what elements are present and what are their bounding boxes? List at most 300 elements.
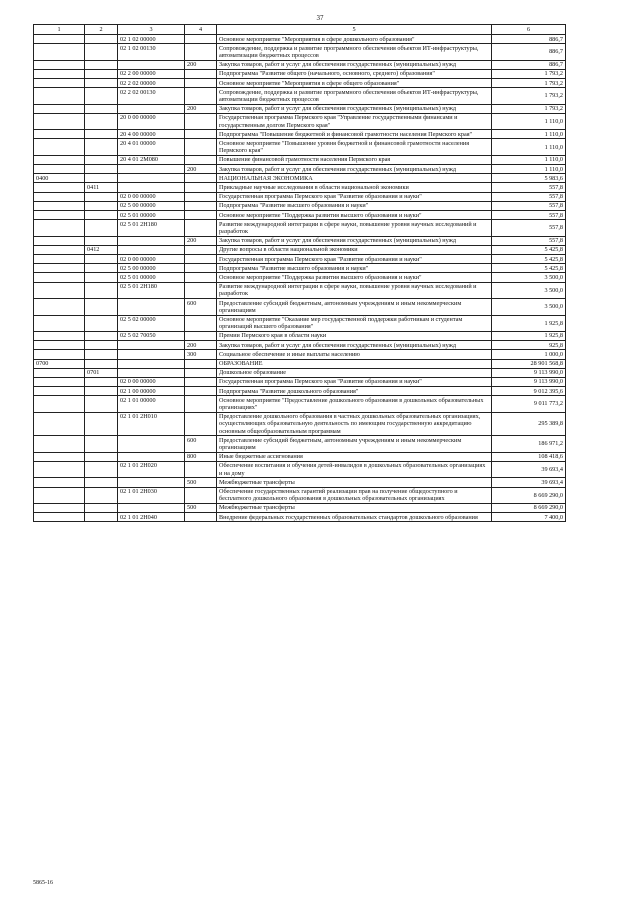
section-code-cell xyxy=(34,183,85,192)
amount-cell: 1 110,0 xyxy=(492,165,566,174)
item-name-cell: Закупка товаров, работ и услуг для обеспечения государственных (муниципальных) нужд xyxy=(217,341,492,350)
amount-cell: 557,8 xyxy=(492,220,566,236)
amount-cell: 1 793,2 xyxy=(492,69,566,78)
table-body xyxy=(34,35,566,522)
table-row xyxy=(34,236,566,245)
table-row xyxy=(34,183,566,192)
item-name-cell: Государственная программа Пермского края "Развитие образования и науки" xyxy=(217,192,492,201)
section-code-cell xyxy=(34,60,85,69)
subsection-code-cell: 0412 xyxy=(85,245,118,254)
expense-type-cell xyxy=(185,201,217,210)
expense-type-cell xyxy=(185,220,217,236)
amount-cell: 1 000,0 xyxy=(492,350,566,359)
section-code-cell: 0400 xyxy=(34,174,85,183)
expense-type-cell xyxy=(185,183,217,192)
expense-type-cell xyxy=(185,155,217,164)
expense-type-cell xyxy=(185,69,217,78)
item-name-cell: НАЦИОНАЛЬНАЯ ЭКОНОМИКА xyxy=(217,174,492,183)
expense-type-cell xyxy=(185,174,217,183)
section-code-cell xyxy=(34,461,85,477)
expense-type-cell: 500 xyxy=(185,478,217,487)
subsection-code-cell xyxy=(85,503,118,512)
subsection-code-cell: 0701 xyxy=(85,368,118,377)
expense-type-cell xyxy=(185,461,217,477)
target-article-cell xyxy=(118,183,185,192)
amount-cell: 3 500,0 xyxy=(492,282,566,298)
subsection-code-cell xyxy=(85,452,118,461)
target-article-cell xyxy=(118,104,185,113)
section-code-cell xyxy=(34,211,85,220)
expense-type-cell xyxy=(185,359,217,368)
expense-type-cell: 200 xyxy=(185,341,217,350)
amount-cell: 886,7 xyxy=(492,35,566,44)
table-row xyxy=(34,104,566,113)
expense-type-cell xyxy=(185,130,217,139)
item-name-cell: Обеспечение государственных гарантий реализации прав на получение общедоступного и бесплатного дошкольного образования в дошкольных образовательных организациях xyxy=(217,487,492,503)
amount-cell: 5 983,6 xyxy=(492,174,566,183)
subsection-code-cell xyxy=(85,461,118,477)
target-article-cell xyxy=(118,350,185,359)
section-code-cell xyxy=(34,396,85,412)
target-article-cell: 02 0 00 00000 xyxy=(118,377,185,386)
item-name-cell: Подпрограмма "Развитие высшего образования и науки" xyxy=(217,264,492,273)
item-name-cell: Подпрограмма "Развитие дошкольного образования" xyxy=(217,387,492,396)
table-row xyxy=(34,113,566,129)
table-row xyxy=(34,412,566,436)
target-article-cell: 02 1 02 00130 xyxy=(118,44,185,60)
section-code-cell xyxy=(34,236,85,245)
expense-type-cell xyxy=(185,79,217,88)
expense-type-cell xyxy=(185,113,217,129)
item-name-cell: Подпрограмма "Повышение бюджетной и финансовой грамотности населения Пермского края" xyxy=(217,130,492,139)
subsection-code-cell xyxy=(85,44,118,60)
target-article-cell xyxy=(118,368,185,377)
amount-cell: 1 110,0 xyxy=(492,130,566,139)
expense-type-cell xyxy=(185,35,217,44)
subsection-code-cell xyxy=(85,79,118,88)
target-article-cell: 02 5 01 2Н180 xyxy=(118,282,185,298)
target-article-cell xyxy=(118,436,185,452)
target-article-cell: 02 0 00 00000 xyxy=(118,255,185,264)
subsection-code-cell xyxy=(85,60,118,69)
section-code-cell xyxy=(34,452,85,461)
table-row xyxy=(34,478,566,487)
amount-cell: 925,8 xyxy=(492,341,566,350)
subsection-code-cell xyxy=(85,436,118,452)
table-row xyxy=(34,255,566,264)
expense-type-cell: 200 xyxy=(185,165,217,174)
target-article-cell: 02 0 00 00000 xyxy=(118,192,185,201)
target-article-cell: 20 4 00 00000 xyxy=(118,130,185,139)
expense-type-cell: 600 xyxy=(185,436,217,452)
amount-cell: 39 693,4 xyxy=(492,461,566,477)
table-row xyxy=(34,88,566,104)
target-article-cell: 02 5 00 00000 xyxy=(118,201,185,210)
amount-cell: 9 012 395,6 xyxy=(492,387,566,396)
item-name-cell: Обеспечение воспитания и обучения детей-инвалидов в дошкольных образовательных организациях и на дому xyxy=(217,461,492,477)
subsection-code-cell xyxy=(85,174,118,183)
expense-type-cell xyxy=(185,368,217,377)
item-name-cell: Основное мероприятие "Предоставление дошкольного образования в дошкольных образовательных организациях" xyxy=(217,396,492,412)
subsection-code-cell xyxy=(85,113,118,129)
amount-cell: 1 925,8 xyxy=(492,315,566,331)
header-row xyxy=(34,25,566,35)
expense-type-cell: 500 xyxy=(185,503,217,512)
table-row xyxy=(34,368,566,377)
section-code-cell xyxy=(34,79,85,88)
expense-type-cell xyxy=(185,255,217,264)
section-code-cell xyxy=(34,412,85,436)
expense-type-cell xyxy=(185,192,217,201)
target-article-cell xyxy=(118,165,185,174)
target-article-cell: 02 5 01 2Н180 xyxy=(118,220,185,236)
amount-cell: 39 693,4 xyxy=(492,478,566,487)
subsection-code-cell xyxy=(85,487,118,503)
amount-cell: 1 925,8 xyxy=(492,331,566,340)
expense-type-cell: 300 xyxy=(185,350,217,359)
item-name-cell: Сопровождение, поддержка и развитие программного обеспечения объектов ИТ-инфраструктуры, автоматизации бюджетных процессов xyxy=(217,88,492,104)
expense-type-cell xyxy=(185,396,217,412)
amount-cell: 8 669 290,0 xyxy=(492,487,566,503)
expense-type-cell xyxy=(185,245,217,254)
section-code-cell xyxy=(34,201,85,210)
item-name-cell: Предоставление субсидий бюджетным, автономным учреждениям и иным некоммерческим организациям xyxy=(217,436,492,452)
expense-type-cell xyxy=(185,211,217,220)
item-name-cell: Развитие международной интеграции в сфере науки, повышение уровня научных исследований и разработок xyxy=(217,282,492,298)
item-name-cell: Основное мероприятие "Повышение уровня бюджетной и финансовой грамотности населения Пермского края" xyxy=(217,139,492,155)
section-code-cell xyxy=(34,192,85,201)
amount-cell: 1 793,2 xyxy=(492,88,566,104)
subsection-code-cell xyxy=(85,412,118,436)
subsection-code-cell xyxy=(85,211,118,220)
target-article-cell xyxy=(118,174,185,183)
item-name-cell: Государственная программа Пермского края "Управление государственными финансами и государственным долгом Пермского края" xyxy=(217,113,492,129)
subsection-code-cell xyxy=(85,299,118,315)
item-name-cell: Предоставление дошкольного образования в частных дошкольных образовательных организациях, осуществляющих образовательную деятельность по имеющим государственную аккредитацию основным общеобразовательным программам xyxy=(217,412,492,436)
column-header: 5 xyxy=(217,25,492,35)
amount-cell: 108 418,6 xyxy=(492,452,566,461)
section-code-cell xyxy=(34,104,85,113)
subsection-code-cell xyxy=(85,220,118,236)
section-code-cell xyxy=(34,139,85,155)
target-article-cell: 02 1 01 2Н040 xyxy=(118,513,185,522)
target-article-cell: 02 2 02 00130 xyxy=(118,88,185,104)
target-article-cell: 02 1 00 00000 xyxy=(118,387,185,396)
amount-cell: 7 400,0 xyxy=(492,513,566,522)
amount-cell: 557,8 xyxy=(492,192,566,201)
expense-type-cell xyxy=(185,331,217,340)
target-article-cell xyxy=(118,359,185,368)
table-row xyxy=(34,220,566,236)
section-code-cell xyxy=(34,503,85,512)
subsection-code-cell xyxy=(85,35,118,44)
target-article-cell: 02 2 00 00000 xyxy=(118,69,185,78)
section-code-cell xyxy=(34,264,85,273)
table-row xyxy=(34,155,566,164)
amount-cell: 557,8 xyxy=(492,201,566,210)
amount-cell: 3 500,0 xyxy=(492,273,566,282)
item-name-cell: Предоставление субсидий бюджетным, автономным учреждениям и иным некоммерческим организациям xyxy=(217,299,492,315)
table-row xyxy=(34,396,566,412)
table-row xyxy=(34,315,566,331)
section-code-cell xyxy=(34,513,85,522)
table-row xyxy=(34,282,566,298)
subsection-code-cell: 0411 xyxy=(85,183,118,192)
page-number: 37 xyxy=(316,14,324,22)
table-row xyxy=(34,245,566,254)
item-name-cell: Развитие международной интеграции в сфере науки, повышение уровня научных исследований и разработок xyxy=(217,220,492,236)
item-name-cell: Закупка товаров, работ и услуг для обеспечения государственных (муниципальных) нужд xyxy=(217,104,492,113)
amount-cell: 8 669 290,0 xyxy=(492,503,566,512)
table-row xyxy=(34,503,566,512)
item-name-cell: Основное мероприятие "Поддержка развития высшего образования и науки" xyxy=(217,211,492,220)
table-row xyxy=(34,487,566,503)
table-row xyxy=(34,60,566,69)
amount-cell: 3 500,0 xyxy=(492,299,566,315)
section-code-cell xyxy=(34,245,85,254)
table-row xyxy=(34,299,566,315)
subsection-code-cell xyxy=(85,192,118,201)
column-header: 4 xyxy=(185,25,217,35)
amount-cell: 1 110,0 xyxy=(492,155,566,164)
section-code-cell xyxy=(34,69,85,78)
expense-type-cell xyxy=(185,487,217,503)
amount-cell: 295 389,8 xyxy=(492,412,566,436)
item-name-cell: Прикладные научные исследования в области национальной экономики xyxy=(217,183,492,192)
amount-cell: 1 793,2 xyxy=(492,104,566,113)
subsection-code-cell xyxy=(85,165,118,174)
table-row xyxy=(34,201,566,210)
section-code-cell xyxy=(34,273,85,282)
target-article-cell: 02 5 02 70050 xyxy=(118,331,185,340)
section-code-cell xyxy=(34,113,85,129)
column-header: 6 xyxy=(492,25,566,35)
target-article-cell: 02 5 01 00000 xyxy=(118,211,185,220)
table-row xyxy=(34,192,566,201)
target-article-cell xyxy=(118,236,185,245)
subsection-code-cell xyxy=(85,341,118,350)
amount-cell: 5 425,8 xyxy=(492,264,566,273)
item-name-cell: Подпрограмма "Развитие высшего образования и науки" xyxy=(217,201,492,210)
expense-type-cell xyxy=(185,387,217,396)
amount-cell: 9 011 773,2 xyxy=(492,396,566,412)
section-code-cell xyxy=(34,387,85,396)
section-code-cell xyxy=(34,368,85,377)
amount-cell: 1 110,0 xyxy=(492,113,566,129)
section-code-cell xyxy=(34,255,85,264)
table-row xyxy=(34,69,566,78)
expense-type-cell: 800 xyxy=(185,452,217,461)
section-code-cell xyxy=(34,44,85,60)
table-row xyxy=(34,436,566,452)
section-code-cell xyxy=(34,341,85,350)
expense-type-cell xyxy=(185,282,217,298)
subsection-code-cell xyxy=(85,130,118,139)
subsection-code-cell xyxy=(85,255,118,264)
section-code-cell: 0700 xyxy=(34,359,85,368)
amount-cell: 557,8 xyxy=(492,183,566,192)
table-row xyxy=(34,273,566,282)
expense-type-cell xyxy=(185,377,217,386)
section-code-cell xyxy=(34,436,85,452)
table-row xyxy=(34,387,566,396)
section-code-cell xyxy=(34,478,85,487)
subsection-code-cell xyxy=(85,273,118,282)
target-article-cell xyxy=(118,478,185,487)
expense-type-cell xyxy=(185,44,217,60)
expense-type-cell: 600 xyxy=(185,299,217,315)
section-code-cell xyxy=(34,155,85,164)
table-row xyxy=(34,35,566,44)
item-name-cell: Премии Пермского края в области науки xyxy=(217,331,492,340)
item-name-cell: Сопровождение, поддержка и развитие программного обеспечения объектов ИТ-инфраструктуры, автоматизации бюджетных процессов xyxy=(217,44,492,60)
table-row xyxy=(34,452,566,461)
target-article-cell: 20 4 01 2М080 xyxy=(118,155,185,164)
item-name-cell: Основное мероприятие "Оказание мер государственной поддержки работникам и студентам организаций высшего образования" xyxy=(217,315,492,331)
subsection-code-cell xyxy=(85,201,118,210)
column-header: 1 xyxy=(34,25,85,35)
item-name-cell: Социальное обеспечение и иные выплаты населению xyxy=(217,350,492,359)
target-article-cell xyxy=(118,341,185,350)
subsection-code-cell xyxy=(85,396,118,412)
target-article-cell: 02 1 02 00000 xyxy=(118,35,185,44)
target-article-cell: 02 1 01 2Н030 xyxy=(118,487,185,503)
amount-cell: 5 425,8 xyxy=(492,255,566,264)
subsection-code-cell xyxy=(85,264,118,273)
item-name-cell: Иные бюджетные ассигнования xyxy=(217,452,492,461)
amount-cell: 1 110,0 xyxy=(492,139,566,155)
section-code-cell xyxy=(34,88,85,104)
expense-type-cell: 200 xyxy=(185,236,217,245)
table-row xyxy=(34,350,566,359)
section-code-cell xyxy=(34,130,85,139)
amount-cell: 186 971,2 xyxy=(492,436,566,452)
amount-cell: 557,8 xyxy=(492,236,566,245)
subsection-code-cell xyxy=(85,88,118,104)
target-article-cell xyxy=(118,503,185,512)
section-code-cell xyxy=(34,487,85,503)
table-row xyxy=(34,174,566,183)
subsection-code-cell xyxy=(85,315,118,331)
target-article-cell: 20 0 00 00000 xyxy=(118,113,185,129)
item-name-cell: Государственная программа Пермского края "Развитие образования и науки" xyxy=(217,377,492,386)
section-code-cell xyxy=(34,282,85,298)
item-name-cell: Подпрограмма "Развитие общего (начального, основного, среднего) образования" xyxy=(217,69,492,78)
amount-cell: 5 425,8 xyxy=(492,245,566,254)
target-article-cell: 02 2 02 00000 xyxy=(118,79,185,88)
column-header: 2 xyxy=(85,25,118,35)
target-article-cell: 20 4 01 00000 xyxy=(118,139,185,155)
subsection-code-cell xyxy=(85,387,118,396)
subsection-code-cell xyxy=(85,331,118,340)
item-name-cell: Повышение финансовой грамотности населения Пермского края xyxy=(217,155,492,164)
amount-cell: 557,8 xyxy=(492,211,566,220)
target-article-cell xyxy=(118,299,185,315)
expense-type-cell xyxy=(185,513,217,522)
amount-cell: 28 901 568,8 xyxy=(492,359,566,368)
item-name-cell: Межбюджетные трансферты xyxy=(217,503,492,512)
target-article-cell: 02 5 00 00000 xyxy=(118,264,185,273)
expense-type-cell: 200 xyxy=(185,104,217,113)
subsection-code-cell xyxy=(85,236,118,245)
expense-type-cell xyxy=(185,412,217,436)
target-article-cell xyxy=(118,245,185,254)
table-row xyxy=(34,165,566,174)
section-code-cell xyxy=(34,331,85,340)
target-article-cell: 02 5 02 00000 xyxy=(118,315,185,331)
item-name-cell: Основное мероприятие "Мероприятия в сфере общего образования" xyxy=(217,79,492,88)
subsection-code-cell xyxy=(85,69,118,78)
table-row xyxy=(34,79,566,88)
expense-type-cell xyxy=(185,273,217,282)
item-name-cell: Другие вопросы в области национальной экономики xyxy=(217,245,492,254)
subsection-code-cell xyxy=(85,104,118,113)
table-row xyxy=(34,44,566,60)
section-code-cell xyxy=(34,299,85,315)
item-name-cell: Закупка товаров, работ и услуг для обеспечения государственных (муниципальных) нужд xyxy=(217,236,492,245)
table-row xyxy=(34,513,566,522)
section-code-cell xyxy=(34,377,85,386)
table-row xyxy=(34,264,566,273)
item-name-cell: Дошкольное образование xyxy=(217,368,492,377)
section-code-cell xyxy=(34,35,85,44)
amount-cell: 9 113 990,0 xyxy=(492,368,566,377)
subsection-code-cell xyxy=(85,513,118,522)
item-name-cell: Основное мероприятие "Поддержка развития высшего образования и науки" xyxy=(217,273,492,282)
target-article-cell xyxy=(118,452,185,461)
target-article-cell: 02 5 01 00000 xyxy=(118,273,185,282)
section-code-cell xyxy=(34,165,85,174)
target-article-cell xyxy=(118,60,185,69)
expense-type-cell xyxy=(185,88,217,104)
table-row xyxy=(34,211,566,220)
column-header: 3 xyxy=(118,25,185,35)
section-code-cell xyxy=(34,220,85,236)
table-row xyxy=(34,377,566,386)
item-name-cell: Закупка товаров, работ и услуг для обеспечения государственных (муниципальных) нужд xyxy=(217,60,492,69)
section-code-cell xyxy=(34,350,85,359)
subsection-code-cell xyxy=(85,350,118,359)
table-row xyxy=(34,359,566,368)
expense-type-cell xyxy=(185,264,217,273)
expense-type-cell xyxy=(185,139,217,155)
subsection-code-cell xyxy=(85,478,118,487)
budget-table xyxy=(33,24,566,522)
amount-cell: 886,7 xyxy=(492,60,566,69)
table-row xyxy=(34,461,566,477)
item-name-cell: Закупка товаров, работ и услуг для обеспечения государственных (муниципальных) нужд xyxy=(217,165,492,174)
item-name-cell: Основное мероприятие "Мероприятия в сфере дошкольного образования" xyxy=(217,35,492,44)
table-row xyxy=(34,331,566,340)
item-name-cell: Внедрение федеральных государственных образовательных стандартов дошкольного образования xyxy=(217,513,492,522)
subsection-code-cell xyxy=(85,282,118,298)
target-article-cell: 02 1 01 2Н010 xyxy=(118,412,185,436)
target-article-cell: 02 1 01 00000 xyxy=(118,396,185,412)
table-row xyxy=(34,139,566,155)
subsection-code-cell xyxy=(85,155,118,164)
amount-cell: 886,7 xyxy=(492,44,566,60)
table-row xyxy=(34,341,566,350)
item-name-cell: Государственная программа Пермского края "Развитие образования и науки" xyxy=(217,255,492,264)
target-article-cell: 02 1 01 2Н020 xyxy=(118,461,185,477)
footer-code: 5865-16 xyxy=(33,880,53,886)
subsection-code-cell xyxy=(85,359,118,368)
section-code-cell xyxy=(34,315,85,331)
table-row xyxy=(34,130,566,139)
item-name-cell: ОБРАЗОВАНИЕ xyxy=(217,359,492,368)
expense-type-cell xyxy=(185,315,217,331)
amount-cell: 1 793,2 xyxy=(492,79,566,88)
